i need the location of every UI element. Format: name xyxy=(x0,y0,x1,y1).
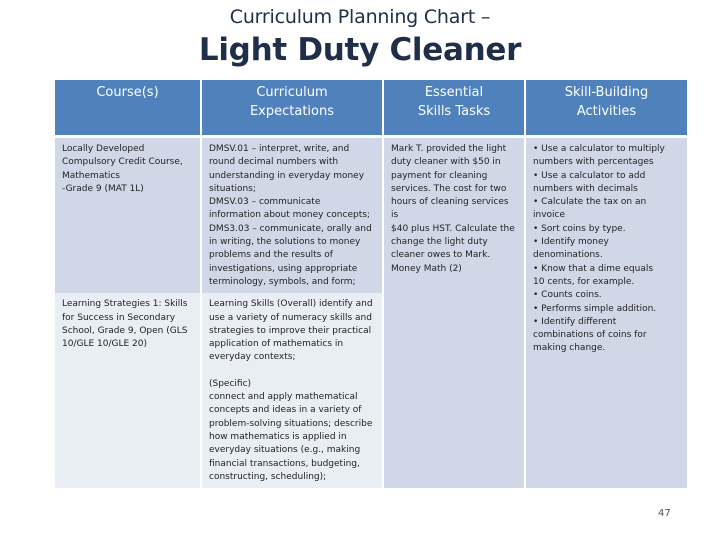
page-number: 47 xyxy=(658,508,671,519)
course-cell xyxy=(55,138,200,293)
expectations-cell xyxy=(202,138,382,293)
column-header-courses-label: Course(s) xyxy=(96,85,159,100)
column-header-activities-label: Skill-Building Activities xyxy=(564,85,649,119)
expectations-general-text: Learning Skills (Overall) identify and use a variety of numeracy skills and strategies to improve their practical application of mathematics in everyday contexts; xyxy=(209,299,373,363)
column-header-expectations xyxy=(202,80,382,138)
table-header-row xyxy=(55,80,687,138)
chart-title: Light Duty Cleaner xyxy=(198,32,522,68)
column-header-courses xyxy=(55,80,200,138)
curriculum-planning-table xyxy=(53,80,689,488)
course-cell xyxy=(55,293,200,488)
column-header-expectations-label: Curriculum Expectations xyxy=(249,85,335,119)
column-header-essential-skills-label: Essential Skills Tasks xyxy=(417,85,491,119)
expectations-text: DMSV.01 – interpret, write, and round decimal numbers with understanding in everyday money situations; DMSV.03 – communicate information about money concepts; DMS3.03 – communicate, orally and in writing, the solutions to money problems and the results of investigations, using appropriate terminology, symbols, and form; xyxy=(209,144,372,287)
activities-cell xyxy=(526,138,687,488)
essential-task-text: Mark T. provided the light duty cleaner with $50 in payment for cleaning services. The cost for two hours of cleaning services is $40 plus HST. Calculate the change the light duty cleaner owes to Mark. Money Math (2) xyxy=(391,144,515,274)
activities-list: • Use a calculator to multiply numbers with percentages • Use a calculator to add numbers with decimals • Calculate the tax on an invoice • Sort coins by type. • Identify money denominations. • Know that a dime equals 10 cents, for example. • Counts coins. • Performs simple addition. • Identify different combinations of coins for making change. xyxy=(533,144,665,354)
course-text: Locally Developed Compulsory Credit Course, Mathematics -Grade 9 (MAT 1L) xyxy=(62,144,183,194)
expectations-cell xyxy=(202,293,382,488)
column-header-activities xyxy=(526,80,687,138)
essential-task-cell xyxy=(384,138,524,488)
course-text: Learning Strategies 1: Skills for Success in Secondary School, Grade 9, Open (GLS 10/GLE 10/GLE 20) xyxy=(62,299,188,350)
column-header-essential-skills xyxy=(384,80,524,138)
table-row xyxy=(55,138,687,293)
chart-subtitle: Curriculum Planning Chart – xyxy=(229,6,491,28)
expectations-specific-text: (Specific) connect and apply mathematical concepts and ideas in a variety of problem-solving situations; describe how mathematics is applied in everyday situations (e.g., making financial transactions, budgeting, constructing, scheduling); xyxy=(209,378,373,482)
